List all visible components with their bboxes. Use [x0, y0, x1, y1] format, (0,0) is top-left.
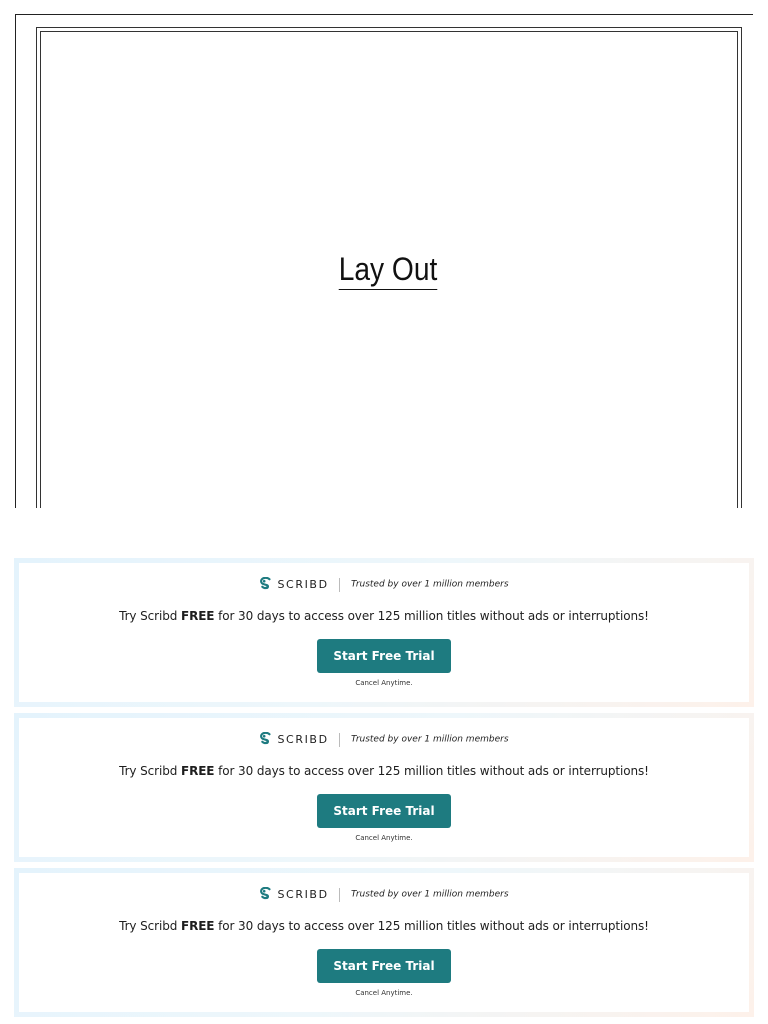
scribd-logo-icon — [259, 577, 328, 592]
promo-banner — [14, 713, 754, 862]
page-gap — [0, 508, 768, 558]
promo-text-prefix: Try Scribd — [119, 919, 181, 933]
cancel-anytime-note: Cancel Anytime. — [355, 679, 413, 687]
promo-text-prefix: Try Scribd — [119, 764, 181, 778]
cancel-anytime-note: Cancel Anytime. — [355, 989, 413, 997]
promo-brand-row — [19, 887, 749, 902]
brand-divider — [339, 888, 340, 902]
brand-name: SCRIBD — [277, 888, 329, 901]
start-free-trial-button[interactable]: Start Free Trial — [317, 639, 451, 673]
brand-name: SCRIBD — [277, 578, 329, 591]
promo-message — [19, 764, 749, 778]
scribd-logo-icon — [259, 732, 328, 747]
promo-banner — [14, 868, 754, 1017]
start-free-trial-button[interactable]: Start Free Trial — [317, 794, 451, 828]
promo-text-suffix: for 30 days to access over 125 million titles without ads or interruptions! — [214, 609, 649, 623]
document-title-text: Lay Out — [339, 250, 438, 290]
promo-text-suffix: for 30 days to access over 125 million titles without ads or interruptions! — [214, 919, 649, 933]
promo-message — [19, 919, 749, 933]
promo-text-bold: FREE — [180, 764, 215, 778]
brand-tagline: Trusted by over 1 million members — [351, 889, 509, 900]
promo-text-suffix: for 30 days to access over 125 million titles without ads or interruptions! — [214, 764, 649, 778]
start-free-trial-button[interactable]: Start Free Trial — [317, 949, 451, 983]
promo-text-bold: FREE — [180, 919, 215, 933]
promo-text-prefix: Try Scribd — [119, 609, 181, 623]
brand-tagline: Trusted by over 1 million members — [351, 579, 509, 590]
brand-divider — [339, 733, 340, 747]
promo-text-bold: FREE — [180, 609, 215, 623]
document-title — [47, 250, 730, 290]
brand-divider — [339, 578, 340, 592]
brand-tagline: Trusted by over 1 million members — [351, 734, 509, 745]
cancel-anytime-note: Cancel Anytime. — [355, 834, 413, 842]
promo-brand-row — [19, 732, 749, 747]
promo-banner — [14, 558, 754, 707]
scribd-logo-icon — [259, 887, 328, 902]
promo-message — [19, 609, 749, 623]
promo-brand-row — [19, 577, 749, 592]
brand-name: SCRIBD — [277, 733, 329, 746]
